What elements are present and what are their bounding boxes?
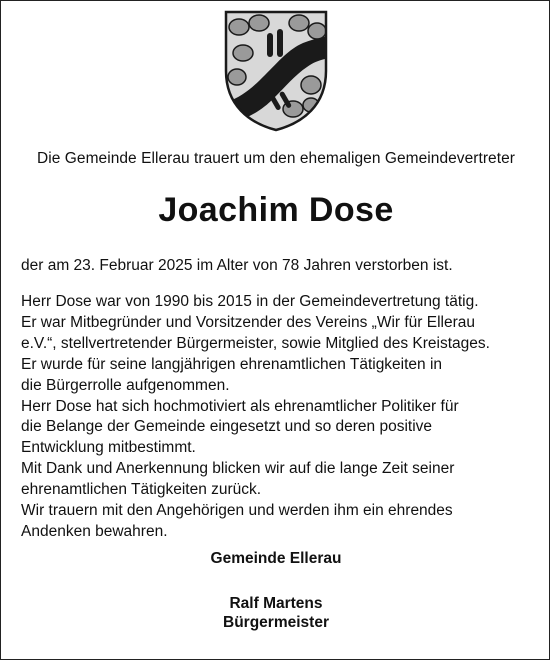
tribute-line: ehrenamtlichen Tätigkeiten zurück. — [21, 481, 262, 499]
tribute-line: Entwicklung mitbestimmt. — [21, 439, 196, 457]
crest-leaf — [289, 15, 309, 31]
crest-catkin — [277, 29, 283, 57]
tribute-line: die Belange der Gemeinde eingesetzt und so deren positive — [21, 418, 433, 436]
tribute-line: Er war Mitbegründer und Vorsitzender des Vereins „Wir für Ellerau — [21, 313, 476, 331]
signature-person: Ralf Martens — [229, 595, 323, 612]
crest-leaf — [229, 19, 249, 35]
crest-leaf — [301, 76, 321, 94]
death-notice-line: der am 23. Februar 2025 im Alter von 78 Jahren verstorben ist. — [21, 257, 453, 274]
tribute-text — [21, 292, 541, 543]
tribute-line: Mit Dank und Anerkennung blicken wir auf die lange Zeit seiner — [21, 460, 455, 478]
tribute-line: Er wurde für seine langjährigen ehrenamtlichen Tätigkeiten in — [21, 355, 443, 373]
tribute-line: Herr Dose hat sich hochmotiviert als ehrenamtlicher Politiker für — [21, 397, 459, 415]
crest-leaf — [308, 23, 326, 39]
signature-title: Bürgermeister — [223, 614, 329, 631]
crest-leaf — [249, 15, 269, 31]
deceased-name: Joachim Dose — [158, 191, 394, 229]
tribute-line: Wir trauern mit den Angehörigen und werden ihm ein ehrendes — [21, 502, 453, 520]
crest-catkin — [267, 33, 273, 57]
tribute-line: Andenken bewahren. — [21, 522, 168, 540]
crest-leaf — [228, 69, 246, 85]
tribute-line: e.V.“, stellvertretender Bürgermeister, sowie Mitglied des Kreistages. — [21, 334, 490, 352]
signature-organization: Gemeinde Ellerau — [210, 550, 342, 567]
intro-line: Die Gemeinde Ellerau trauert um den ehemaligen Gemeindevertreter — [37, 150, 515, 167]
tribute-line: Herr Dose war von 1990 bis 2015 in der Gemeindevertretung tätig. — [21, 293, 479, 310]
municipal-coat-of-arms-icon — [223, 9, 329, 133]
tribute-line: die Bürgerrolle aufgenommen. — [21, 376, 230, 394]
crest-leaf — [233, 45, 253, 61]
